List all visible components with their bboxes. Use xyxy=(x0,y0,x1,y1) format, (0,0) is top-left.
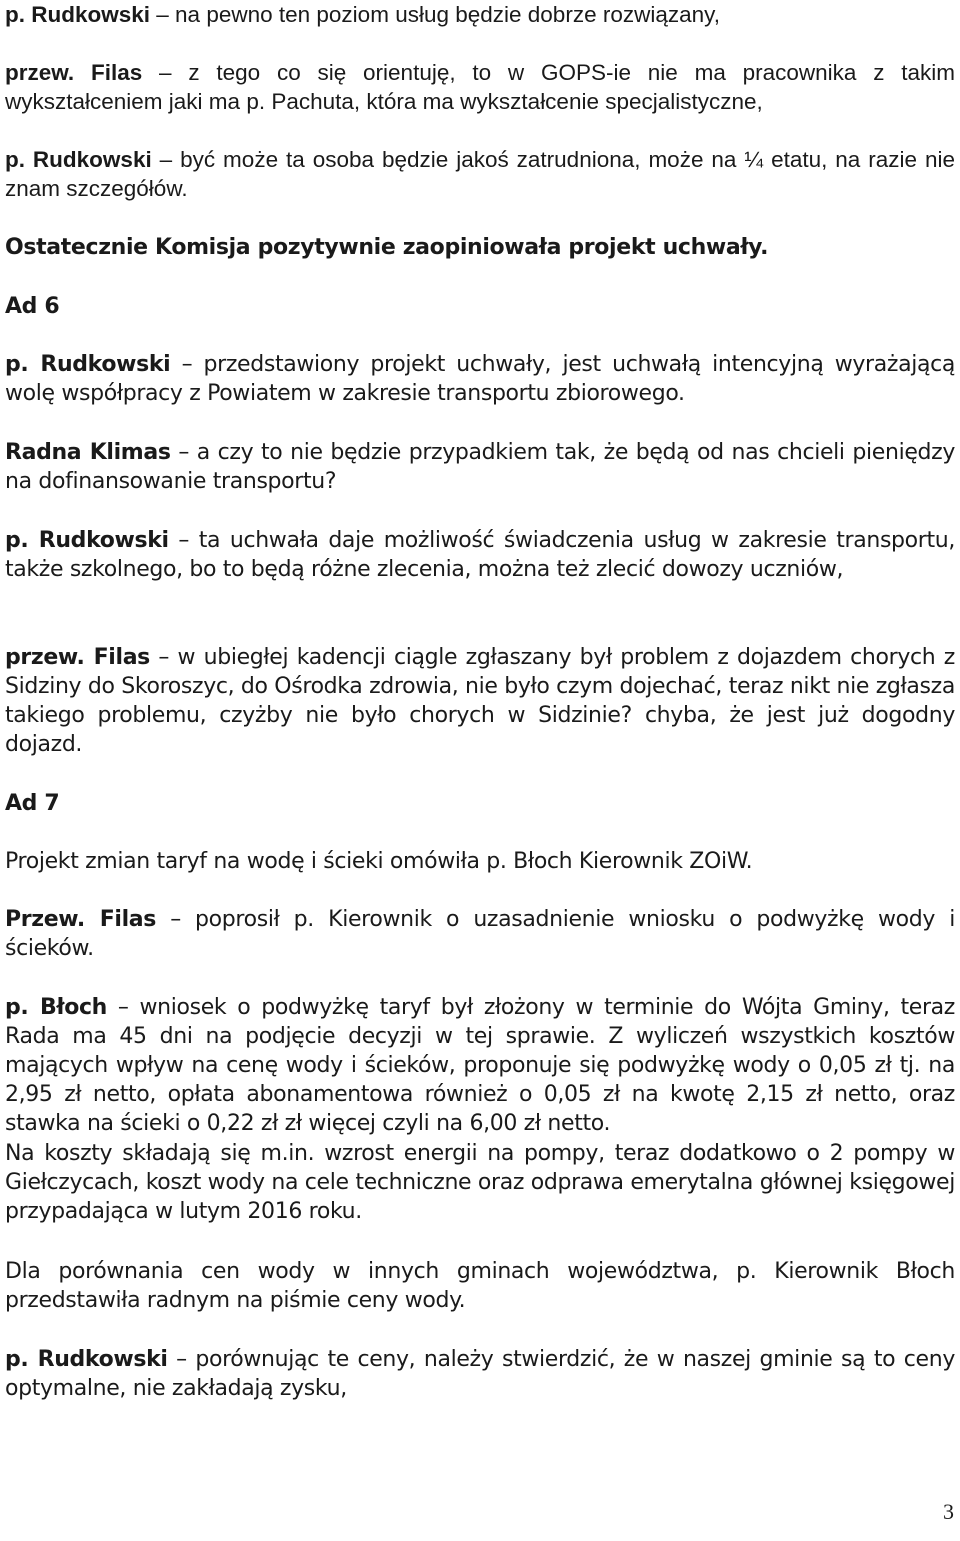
paragraph-13 xyxy=(5,993,955,1138)
paragraph-16 xyxy=(5,1345,955,1403)
speaker-name: przew. Filas xyxy=(5,60,143,85)
section-conclusion: Ostatecznie Komisja pozytywnie zaopiniowała projekt uchwały. xyxy=(5,235,769,260)
speaker-name: p. Rudkowski xyxy=(5,528,169,553)
page-number: 3 xyxy=(943,1499,954,1524)
paragraph-9 xyxy=(5,643,955,759)
paragraph-6 xyxy=(5,350,955,408)
paragraph-3 xyxy=(5,145,955,203)
paragraph-text: – w ubiegłej kadencji ciągle zgłaszany był problem z dojazdem chorych z Sidziny do Skoroszyc, do Ośrodka zdrowia, nie było czym dojechać, teraz nikt nie zgłasza takiego problemu, czyżby nie było chorych w Sidzinie? chyba, że jest już dogodny dojazd. xyxy=(5,645,955,757)
paragraph-14: Na koszty składają się m.in. wzrost energii na pompy, teraz dodatkowo o 2 pompy w Giełczycach, koszt wody na cele techniczne oraz odprawa emerytalna głównej księgowej przypadająca w lutym 2016 roku. xyxy=(5,1141,955,1224)
speaker-name: przew. Filas xyxy=(5,645,150,670)
paragraph-text: – być może ta osoba będzie jakoś zatrudniona, może na ¼ etatu, na razie nie znam szczegółów. xyxy=(5,147,955,201)
paragraph-1 xyxy=(5,0,955,29)
speaker-name: p. Rudkowski xyxy=(5,2,151,27)
paragraph-text: – a czy to nie będzie przypadkiem tak, że będą od nas chcieli pieniędzy na dofinansowanie transportu? xyxy=(5,440,955,494)
paragraph-text: – poprosił p. Kierownik o uzasadnienie wniosku o podwyżkę wody i ścieków. xyxy=(5,907,955,961)
paragraph-12 xyxy=(5,905,955,963)
speaker-name: p. Rudkowski xyxy=(5,1347,168,1372)
paragraph-text: – z tego co się orientuję, to w GOPS-ie nie ma pracownika z takim wykształceniem jaki ma p. Pachuta, która ma wykształcenie specjalistyczne, xyxy=(5,60,955,114)
speaker-name: p. Rudkowski xyxy=(5,147,152,172)
paragraph-text: – wniosek o podwyżkę taryf był złożony w terminie do Wójta Gminy, teraz Rada ma 45 dni na podjęcie decyzji w tej sprawie. Z wyliczeń wszystkich kosztów mających wpływ na cenę wody i ścieków, proponuje się podwyżkę wody o 0,05 zł tj. na 2,95 zł netto, opłata abonamentowa również o 0,05 zł na kwotę 2,15 zł netto, oraz stawka na ścieki o 0,22 zł zł więcej czyli na 6,00 zł netto. xyxy=(5,995,955,1136)
paragraph-11: Projekt zmian taryf na wodę i ścieki omówiła p. Błoch Kierownik ZOiW. xyxy=(5,849,753,874)
speaker-name: p. Błoch xyxy=(5,995,107,1020)
section-heading-ad-7: Ad 7 xyxy=(5,791,60,816)
speaker-name: p. Rudkowski xyxy=(5,352,171,377)
paragraph-text: – przedstawiony projekt uchwały, jest uchwałą intencyjną wyrażającą wolę współpracy z Powiatem w zakresie transportu zbiorowego. xyxy=(5,352,955,406)
section-heading-ad-6: Ad 6 xyxy=(5,294,60,319)
paragraph-15: Dla porównania cen wody w innych gminach województwa, p. Kierownik Błoch przedstawiła radnym na piśmie ceny wody. xyxy=(5,1259,955,1313)
speaker-name: Radna Klimas xyxy=(5,440,171,465)
paragraph-2 xyxy=(5,58,955,116)
paragraph-7 xyxy=(5,438,955,496)
paragraph-text: – ta uchwała daje możliwość świadczenia usług w zakresie transportu, także szkolnego, bo to będą różne zlecenia, można też zlecić dowozy uczniów, xyxy=(5,528,955,582)
paragraph-text: – porównując te ceny, należy stwierdzić, że w naszej gminie są to ceny optymalne, nie zakładają zysku, xyxy=(5,1347,955,1401)
paragraph-8 xyxy=(5,526,955,584)
speaker-name: Przew. Filas xyxy=(5,907,157,932)
paragraph-text: – na pewno ten poziom usług będzie dobrze rozwiązany, xyxy=(150,2,720,27)
